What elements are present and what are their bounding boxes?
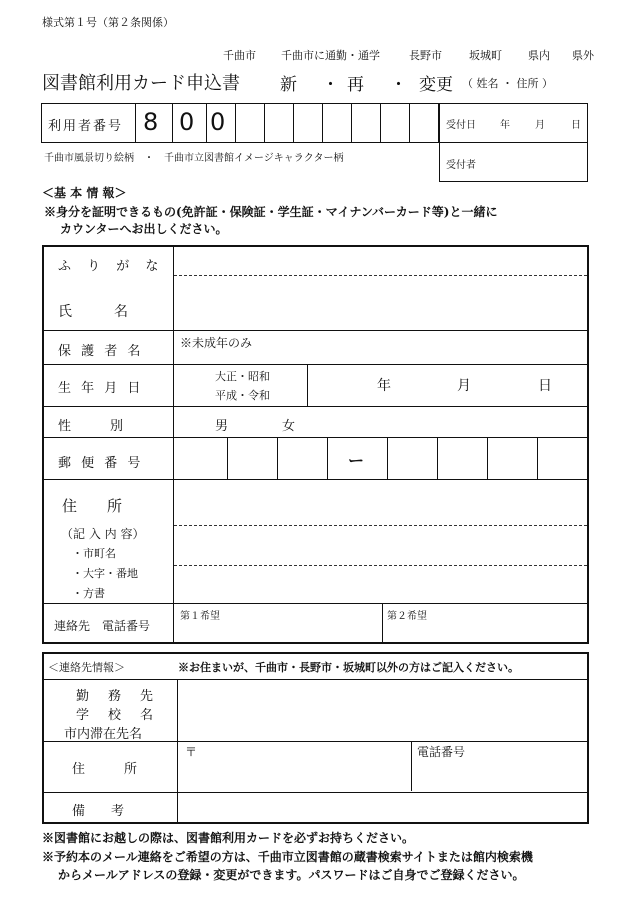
guardian-label: 保 護 者 名 — [58, 344, 144, 359]
address-item-building: ・方書 — [72, 587, 105, 600]
remarks-field[interactable] — [178, 794, 587, 820]
received-day: 日 — [571, 120, 581, 131]
birth-year: 年 — [377, 378, 391, 394]
furigana-label: ふ り が な — [58, 259, 165, 274]
gender-label: 性 別 — [58, 419, 124, 434]
contact-phone-label: 連絡先 電話番号 — [54, 619, 151, 633]
user-number-digit-1: 8 — [143, 108, 159, 136]
area-in-prefecture: 県内 — [528, 49, 550, 62]
address-item-city: ・市町名 — [72, 547, 116, 560]
gender-male[interactable]: 男 — [215, 419, 229, 434]
phone2-label: 電話番号 — [417, 745, 466, 759]
user-number-box — [41, 103, 439, 143]
address-label: 住 所 — [62, 497, 123, 515]
phone-first-field[interactable] — [174, 621, 380, 641]
furigana-field[interactable] — [174, 249, 587, 273]
contact-info-heading: ＜連絡先情報＞ — [48, 661, 125, 674]
postal-field[interactable] — [174, 438, 587, 478]
user-number-label: 利用者番号 — [48, 119, 124, 134]
footer-note-2b: からメールアドレスの登録・変更ができます。パスワードはご自身でご登録ください。 — [58, 868, 525, 882]
postal-dash: ー — [348, 451, 365, 470]
address2-label: 住 所 — [72, 762, 138, 777]
reception-box — [439, 103, 588, 182]
card-designs: 千曲市風景切り絵柄 ・ 千曲市立図書館イメージキャラクター柄 — [44, 153, 344, 164]
type-separator: ・ — [390, 75, 407, 95]
address-field[interactable] — [174, 481, 587, 601]
workplace-field[interactable] — [178, 681, 587, 739]
era-option-1[interactable]: 大正・昭和 — [215, 370, 270, 383]
area-commute: 千曲市に通勤・通学 — [281, 49, 380, 62]
gender-female[interactable]: 女 — [282, 419, 296, 434]
school-label: 学 校 名 — [76, 708, 157, 723]
birth-day: 日 — [538, 378, 552, 394]
contact-info-table — [42, 652, 589, 824]
received-month: 月 — [535, 120, 545, 131]
form-number: 様式第１号（第２条関係） — [42, 16, 174, 29]
first-choice-label: 第１希望 — [180, 611, 220, 622]
guardian-note: ※未成年のみ — [180, 336, 253, 350]
contact-info-note: ※お住まいが、千曲市・長野市・坂城町以外の方はご記入ください。 — [178, 661, 519, 674]
change-note: （ 姓名 ・ 住所 ） — [462, 77, 553, 90]
postal-mark: 〒 — [185, 745, 198, 759]
area-nagano: 長野市 — [409, 49, 442, 62]
phone2-field[interactable] — [413, 758, 585, 790]
address2-field[interactable] — [178, 758, 408, 790]
area-outside-prefecture: 県外 — [572, 49, 594, 62]
postal-label: 郵 便 番 号 — [58, 456, 144, 471]
address-sub: （記 入 内 容） — [61, 527, 145, 541]
second-choice-label: 第２希望 — [387, 611, 427, 622]
form-title: 図書館利用カード申込書 — [42, 73, 240, 94]
stay-place-label: 市内滞在先名 — [64, 727, 143, 742]
user-number-digit-3: 0 — [210, 108, 226, 136]
guardian-field[interactable] — [174, 349, 587, 363]
type-new: 新 — [280, 75, 297, 95]
user-number-digit-2: 0 — [179, 108, 195, 136]
workplace-label: 勤 務 先 — [76, 689, 157, 704]
birth-month: 月 — [457, 378, 471, 394]
basic-info-table — [42, 245, 589, 644]
area-chiukuma: 千曲市 — [223, 49, 256, 62]
footer-note-2: ※予約本のメール連絡をご希望の方は、千曲市立図書館の蔵書検索サイトまたは館内検索機 — [42, 850, 533, 864]
footer-note-1: ※図書館にお越しの際は、図書館利用カードを必ずお持ちください。 — [42, 831, 415, 845]
type-change: 変更 — [419, 75, 453, 95]
type-separator: ・ — [322, 75, 339, 95]
type-reissue: 再 — [347, 75, 364, 95]
remarks-label: 備 考 — [72, 804, 125, 819]
basic-info-note: ※身分を証明できるもの(免許証・保険証・学生証・マイナンバーカード等)と一緒に — [44, 205, 498, 219]
phone-second-field[interactable] — [384, 621, 587, 641]
receiver-label: 受付者 — [446, 160, 476, 171]
basic-info-note-2: カウンターへお出しください。 — [60, 222, 228, 236]
received-date-label: 受付日 — [446, 120, 476, 131]
received-year: 年 — [500, 120, 510, 131]
basic-info-heading: ＜基 本 情 報＞ — [42, 186, 127, 200]
area-sakaki: 坂城町 — [469, 49, 502, 62]
name-label: 氏 名 — [58, 304, 128, 320]
birthdate-label: 生 年 月 日 — [58, 381, 144, 396]
name-field[interactable] — [174, 277, 587, 327]
address-item-street: ・大字・番地 — [72, 567, 138, 580]
era-option-2[interactable]: 平成・令和 — [215, 389, 270, 402]
